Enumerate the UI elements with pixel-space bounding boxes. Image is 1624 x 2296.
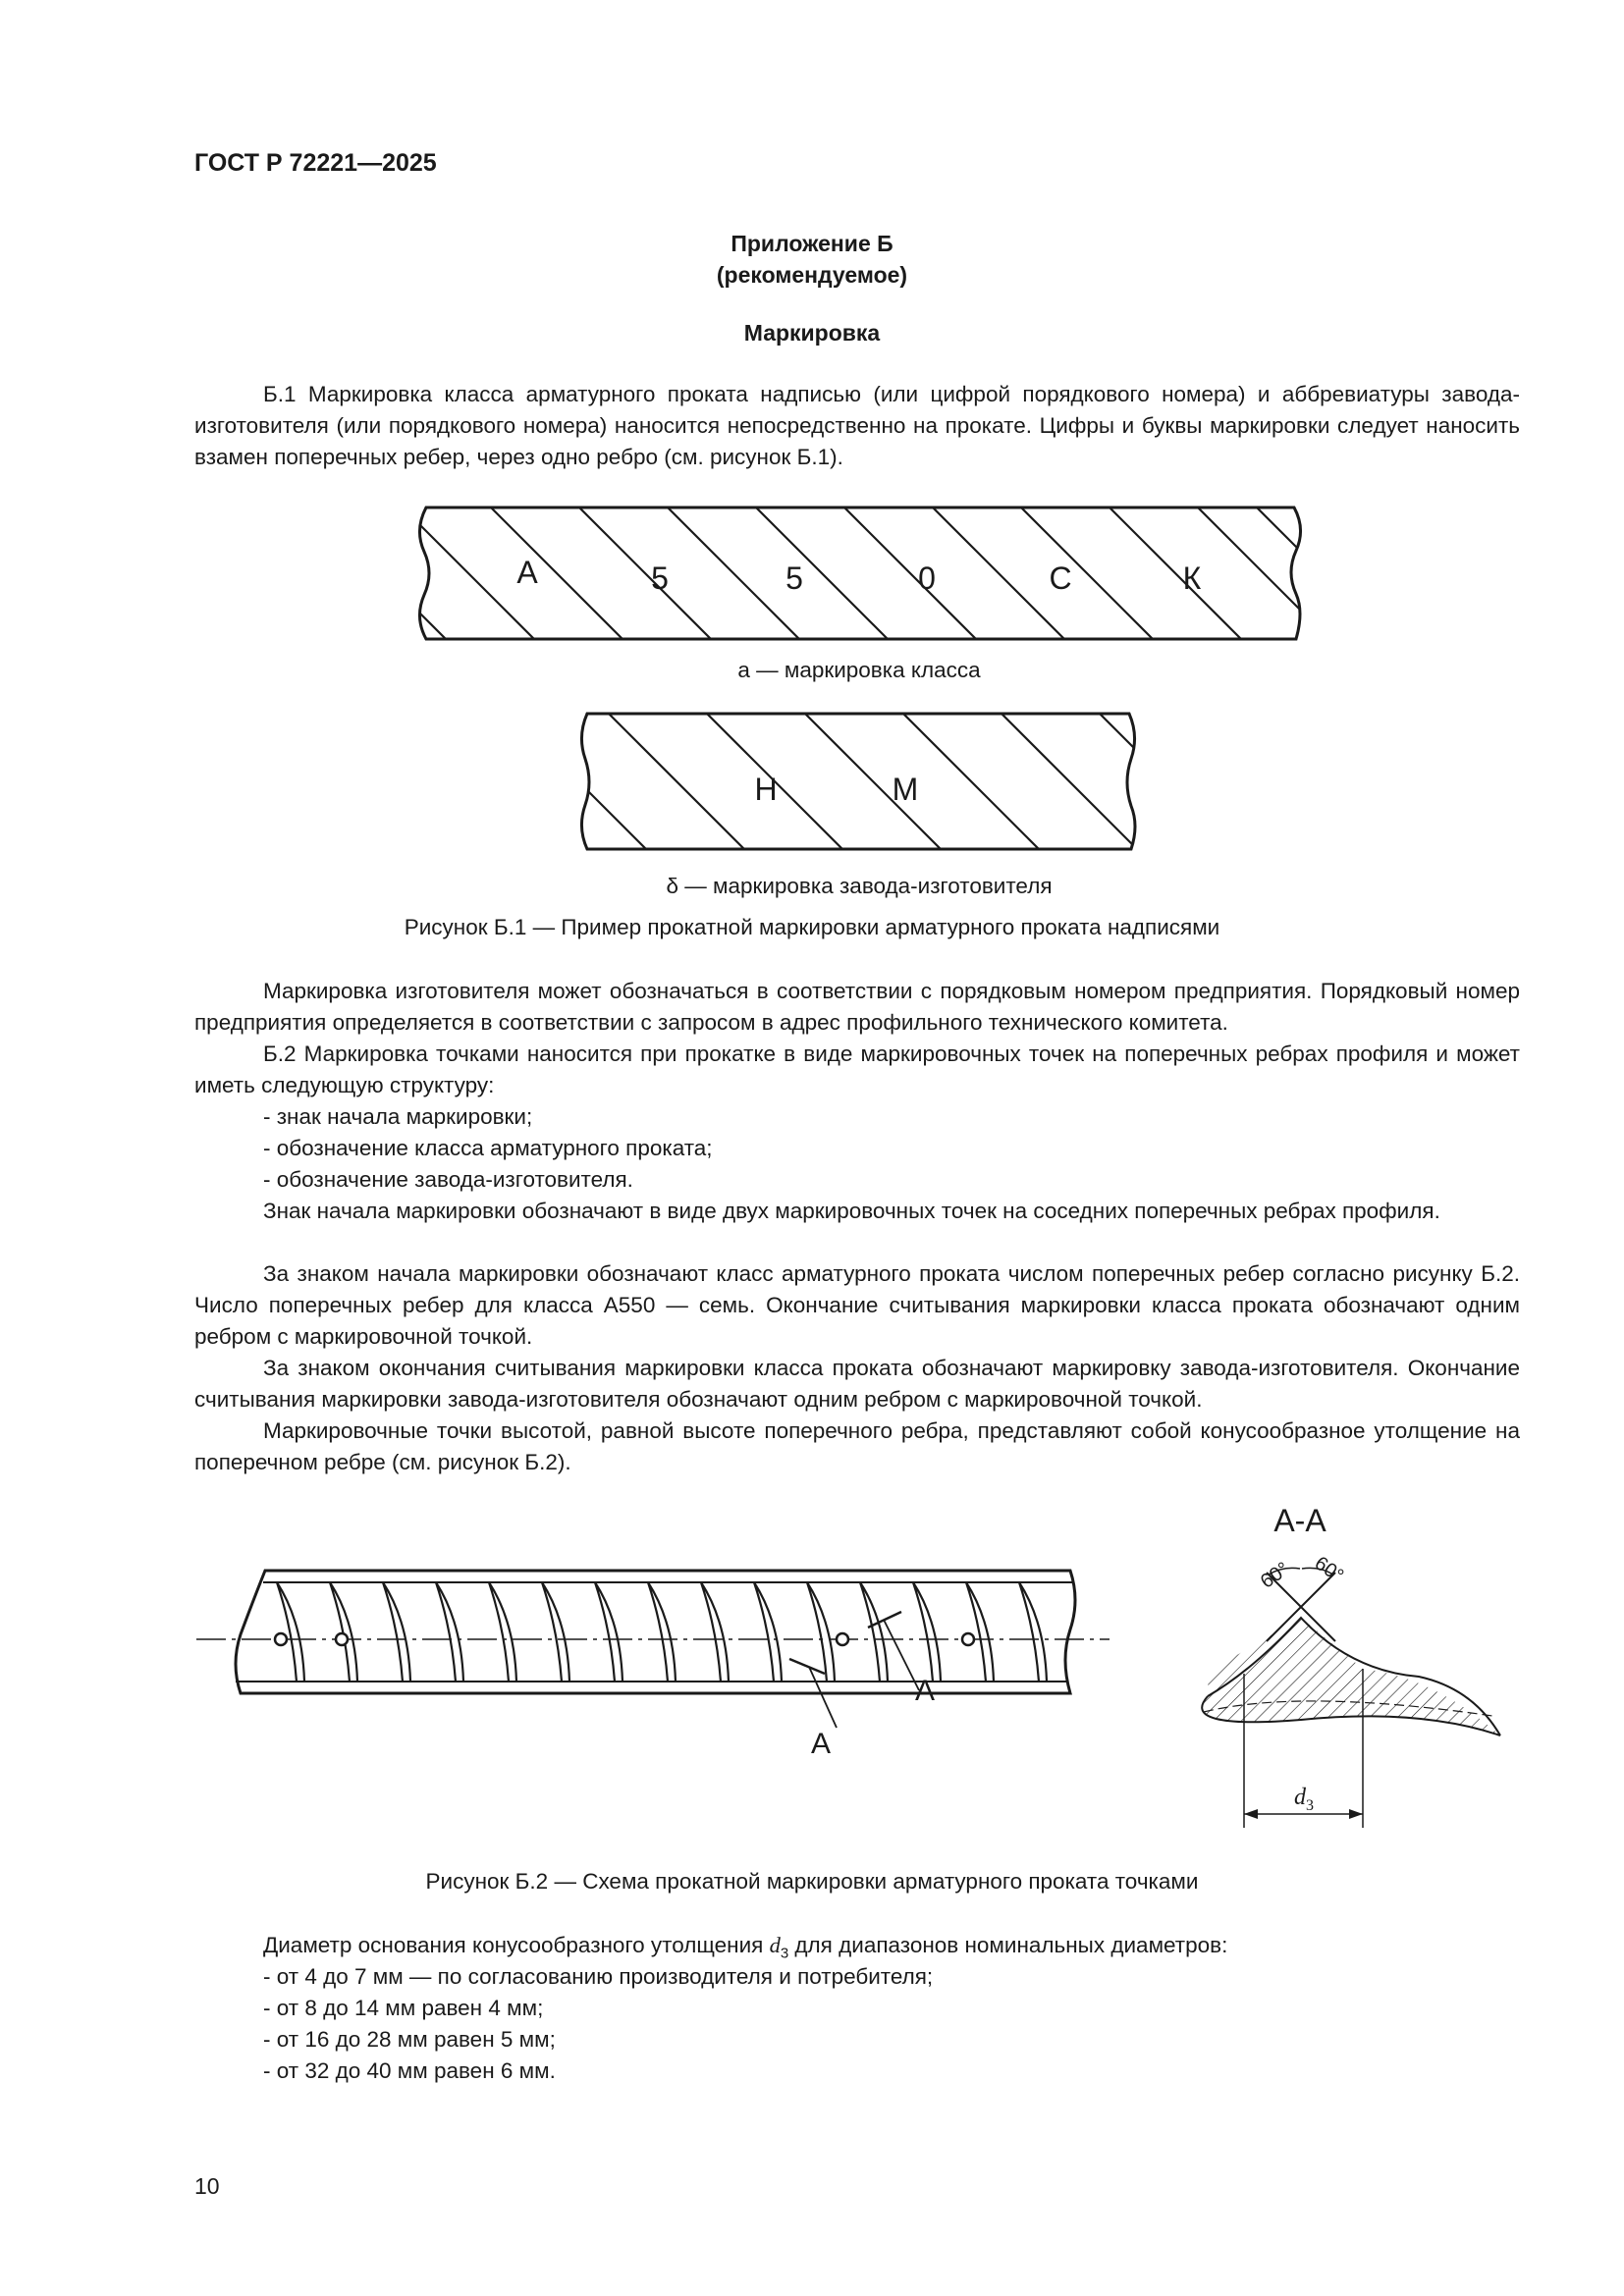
page-number: 10 xyxy=(194,2173,220,2199)
list-item: - от 32 до 40 мм равен 6 мм. xyxy=(263,2058,556,2083)
rebar-class-marking xyxy=(314,507,1388,639)
list-item: - от 8 до 14 мм равен 4 мм; xyxy=(263,1996,544,2020)
class-letter-2: 5 xyxy=(651,561,669,596)
section-a-a xyxy=(1202,1503,1500,1828)
rebar-manufacturer-marking xyxy=(511,714,1235,849)
list-item: - от 16 до 28 мм равен 5 мм; xyxy=(263,2027,556,2052)
structure-list xyxy=(263,1101,1520,1196)
class-letter-5: С xyxy=(1049,561,1072,596)
list-item: - обозначение класса арматурного проката; xyxy=(263,1136,713,1160)
caption-a: а — маркировка класса xyxy=(737,658,981,682)
paragraph-start-sign: Знак начала маркировки обозначают в виде двух маркировочных точек на соседних поперечных ребрах профиля. xyxy=(263,1199,1440,1223)
paragraph-manufacturer: Маркировка изготовителя может обозначаться в соответствии с порядковым номером предприятия. Порядковый номер предприятия определяется в соответствии с запросом в адрес профильного технического комитета. xyxy=(194,979,1520,1035)
list-item: - знак начала маркировки; xyxy=(263,1104,533,1129)
diameter-list xyxy=(263,1961,1520,2087)
appendix-status: (рекомендуемое) xyxy=(716,262,908,288)
manufacturer-letter-2: М xyxy=(892,772,919,807)
paragraph-b1: Б.1 Маркировка класса арматурного проката надписью (или цифрой порядкового номера) и аббревиатуры завода-изготовителя (или порядкового номера) наносится непосредственно на прокате. Цифры и буквы маркировки следует наносить взамен поперечных ребер, через одно ребро (см. рисунок Б.1). xyxy=(194,382,1520,469)
paragraph-class-ribs: За знаком начала маркировки обозначают класс арматурного проката числом поперечных ребер согласно рисунку Б.2. Число поперечных ребер для класса А550 — семь. Окончание считывания маркировки класса проката обозначают одним ребром с маркировочной точкой. xyxy=(194,1261,1520,1349)
section-title: Маркировка xyxy=(743,320,881,346)
paragraph-manufacturer-mark: За знаком окончания считывания маркировки класса проката обозначают маркировку завода-изготовителя. Окончание считывания маркировки завода-изготовителя обозначают одним ребром с маркировочной точкой. xyxy=(194,1356,1520,1412)
angle-left: 60° xyxy=(1256,1558,1294,1593)
figure-b1 xyxy=(393,496,1335,898)
list-item: - обозначение завода-изготовителя. xyxy=(263,1167,633,1192)
cut-label-top: А xyxy=(915,1675,936,1707)
dimension-d3: $d_3$ xyxy=(1294,1785,1314,1814)
class-letter-1: А xyxy=(516,555,538,590)
document-header: ГОСТ Р 72221—2025 xyxy=(194,149,437,177)
list-item: - от 4 до 7 мм — по согласованию производителя и потребителя; xyxy=(263,1964,934,1989)
section-label: А-А xyxy=(1273,1503,1326,1538)
class-letter-4: 0 xyxy=(918,561,936,596)
diameter-intro: Диаметр основания конусообразного утолщения $d_3$ для диапазонов номинальных диаметров: xyxy=(263,1933,1228,1962)
rebar-dot-marking xyxy=(196,1571,1110,1760)
paragraph-marking-points: Маркировочные точки высотой, равной высоте поперечного ребра, представляют собой конусообразное утолщение на поперечном ребре (см. рисунок Б.2). xyxy=(194,1418,1520,1474)
caption-b: δ — маркировка завода-изготовителя xyxy=(666,874,1053,898)
figure-b1-caption: Рисунок Б.1 — Пример прокатной маркировки арматурного проката надписями xyxy=(404,915,1220,939)
appendix-heading xyxy=(0,228,1624,291)
class-letter-3: 5 xyxy=(785,561,803,596)
class-letter-6: К xyxy=(1182,561,1202,596)
figure-b2 xyxy=(196,1502,1532,1855)
cut-label-bottom: А xyxy=(811,1728,832,1760)
angle-right: 60° xyxy=(1310,1552,1348,1587)
manufacturer-letter-1: Н xyxy=(754,772,778,807)
paragraph-b2: Б.2 Маркировка точками наносится при прокатке в виде маркировочных точек на поперечных ребрах профиля и может иметь следующую структуру: xyxy=(194,1041,1520,1097)
figure-b2-caption: Рисунок Б.2 — Схема прокатной маркировки арматурного проката точками xyxy=(425,1869,1199,1894)
appendix-title: Приложение Б xyxy=(731,231,893,256)
